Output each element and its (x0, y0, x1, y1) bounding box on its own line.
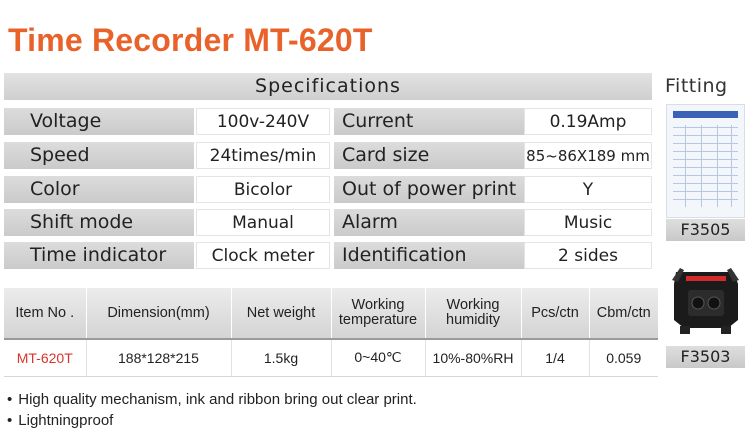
table-header-row (4, 288, 658, 338)
spec-label: Time indicator (4, 242, 194, 269)
spec-value: Bicolor (196, 176, 330, 203)
spec-value: 0.19Amp (524, 108, 652, 135)
column-header: Item No . (4, 288, 86, 338)
spec-row (4, 176, 652, 203)
spec-row (4, 142, 652, 169)
spec-row (4, 209, 652, 236)
spec-value: Manual (196, 209, 330, 236)
spec-label: Color (4, 176, 194, 203)
time-card-header-band (673, 111, 738, 118)
table-cell: 1.5kg (231, 340, 331, 376)
spec-value: Y (524, 176, 652, 203)
spec-label: Identification (334, 242, 524, 269)
spec-label: Speed (4, 142, 194, 169)
table-row (4, 340, 658, 376)
spec-label: Out of power print (334, 176, 524, 203)
item-no-cell: MT-620T (4, 340, 86, 376)
spec-row (4, 242, 652, 269)
column-header: Pcs/ctn (521, 288, 589, 338)
column-header: Working temperature (331, 288, 425, 338)
fitting-label-f3505: F3505 (666, 219, 745, 241)
spec-label: Card size (334, 142, 524, 169)
table-cell: 0.059 (589, 340, 658, 376)
spec-label: Current (334, 108, 524, 135)
column-header: Dimension(mm) (86, 288, 231, 338)
spec-label: Alarm (334, 209, 524, 236)
spec-value: 85~86X189 mm (524, 142, 652, 169)
table-cell: 188*128*215 (86, 340, 231, 376)
table-cell: 0~40℃ (331, 340, 425, 376)
table-cell: 1/4 (521, 340, 589, 376)
fitting-title: Fitting (665, 75, 728, 97)
spec-row (4, 108, 652, 135)
spec-value: Music (524, 209, 652, 236)
ink-ribbon-image (666, 250, 745, 342)
column-header: Cbm/ctn (589, 288, 658, 338)
page-title: Time Recorder MT-620T (8, 22, 373, 58)
time-card-image (666, 104, 745, 218)
spec-value: 100v-240V (196, 108, 330, 135)
spec-label: Voltage (4, 108, 194, 135)
feature-item: • Lightningproof (7, 410, 417, 431)
spec-label: Shift mode (4, 209, 194, 236)
feature-list (7, 389, 417, 431)
spec-value: Clock meter (196, 242, 330, 269)
fitting-label-f3503: F3503 (666, 346, 745, 368)
feature-item: • High quality mechanism, ink and ribbon bring out clear print. (7, 389, 417, 410)
column-header: Working humidity (425, 288, 521, 338)
table-cell: 10%-80%RH (425, 340, 521, 376)
product-table (4, 288, 658, 377)
column-header: Net weight (231, 288, 331, 338)
specifications-heading: Specifications (4, 73, 652, 100)
spec-value: 2 sides (524, 242, 652, 269)
spec-value: 24times/min (196, 142, 330, 169)
